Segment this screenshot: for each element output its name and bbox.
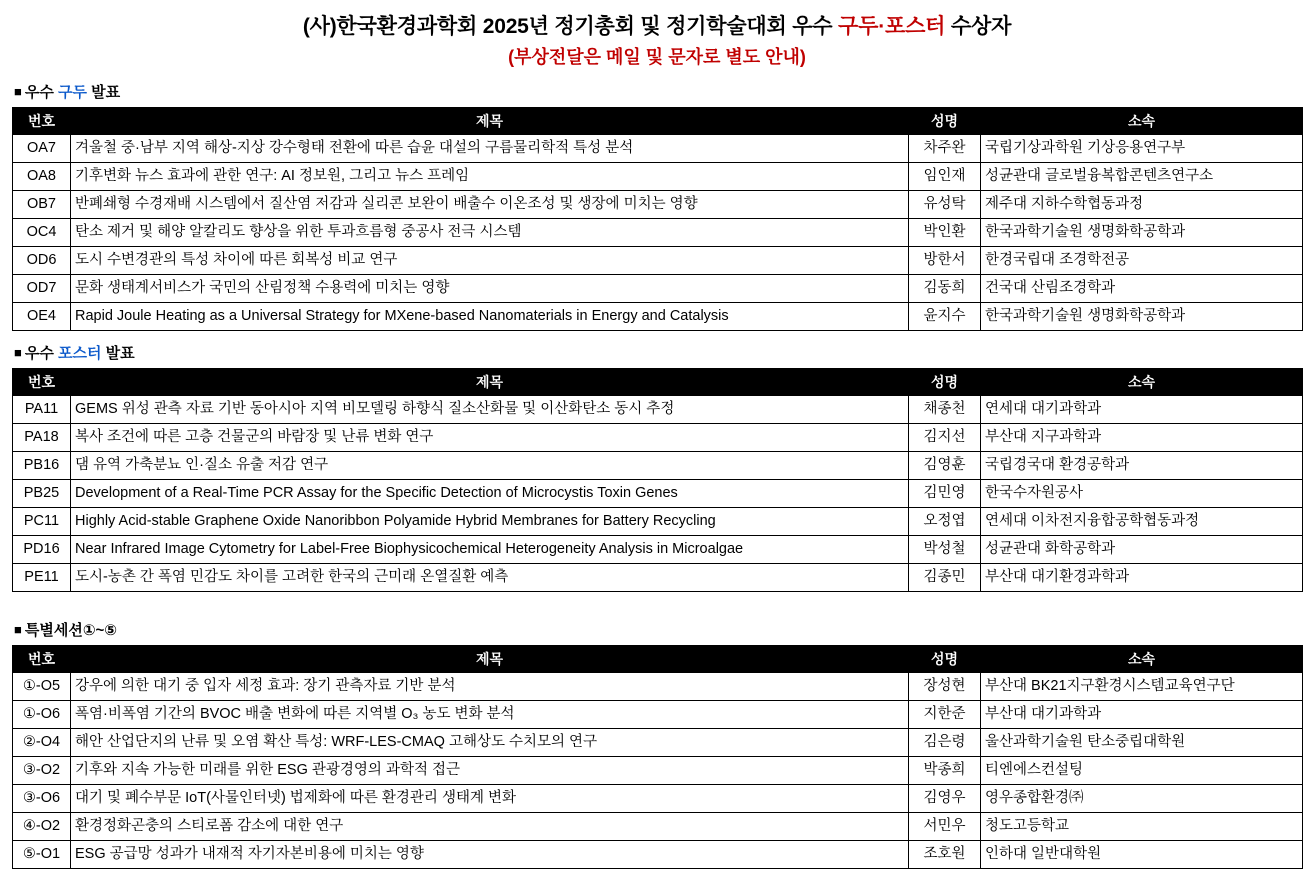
cell-number: ⑤-O1 (13, 841, 71, 869)
cell-affiliation: 건국대 산림조경학과 (981, 275, 1303, 303)
section-heading-poster-pre: 우수 (24, 345, 59, 362)
cell-name: 김동희 (909, 275, 981, 303)
table-row (13, 785, 1303, 813)
cell-name: 박성철 (909, 536, 981, 564)
cell-title: 탄소 제거 및 해양 알칼리도 향상을 위한 투과흐름형 중공사 전극 시스템 (71, 219, 909, 247)
cell-name: 박인환 (909, 219, 981, 247)
cell-title: 반폐쇄형 수경재배 시스템에서 질산염 저감과 실리콘 보완이 배출수 이온조성 및 생장에 미치는 영향 (71, 191, 909, 219)
cell-title: 문화 생태계서비스가 국민의 산림정책 수용력에 미치는 영향 (71, 275, 909, 303)
title-line-2: (부상전달은 메일 및 문자로 별도 안내) (508, 47, 806, 67)
cell-affiliation: 성균관대 화학공학과 (981, 536, 1303, 564)
cell-name: 조호원 (909, 841, 981, 869)
section-heading-oral-post: 발표 (87, 84, 121, 101)
bullet-square-icon: ■ (14, 345, 22, 360)
section-heading-poster (14, 343, 1302, 364)
cell-affiliation: 부산대 대기환경과학과 (981, 564, 1303, 592)
column-header-title: 제목 (71, 646, 909, 673)
table-row (13, 452, 1303, 480)
cell-title: 도시-농촌 간 폭염 민감도 차이를 고려한 한국의 근미래 온열질환 예측 (71, 564, 909, 592)
cell-number: PE11 (13, 564, 71, 592)
cell-title: 해안 산업단지의 난류 및 오염 확산 특성: WRF-LES-CMAQ 고해상도 수치모의 연구 (71, 729, 909, 757)
section-heading-oral-accent: 구두 (58, 84, 87, 101)
table-poster-awards (12, 368, 1303, 592)
title-line-1-pre: (사)한국환경과학회 2025년 정기총회 및 정기학술대회 우수 (302, 15, 839, 38)
section-heading-poster-accent: 포스터 (58, 345, 102, 362)
cell-affiliation: 인하대 일반대학원 (981, 841, 1303, 869)
table-row (13, 303, 1303, 331)
bullet-square-icon: ■ (14, 84, 22, 99)
cell-number: ③-O2 (13, 757, 71, 785)
title-line-1 (12, 12, 1302, 42)
column-header-number: 번호 (13, 369, 71, 396)
cell-title: Near Infrared Image Cytometry for Label-Free Biophysicochemical Heterogeneity Analysis in Microalgae (71, 536, 909, 564)
cell-affiliation: 울산과학기술원 탄소중립대학원 (981, 729, 1303, 757)
cell-name: 김지선 (909, 424, 981, 452)
table-row (13, 191, 1303, 219)
column-header-affiliation: 소속 (981, 108, 1303, 135)
table-row (13, 247, 1303, 275)
cell-name: 유성탁 (909, 191, 981, 219)
table-row (13, 219, 1303, 247)
table-row (13, 564, 1303, 592)
table-row (13, 673, 1303, 701)
cell-title: Rapid Joule Heating as a Universal Strategy for MXene-based Nanomaterials in Energy and Catalysis (71, 303, 909, 331)
cell-affiliation: 한경국립대 조경학전공 (981, 247, 1303, 275)
column-header-title: 제목 (71, 108, 909, 135)
cell-number: ①-O6 (13, 701, 71, 729)
cell-title: 강우에 의한 대기 중 입자 세정 효과: 장기 관측자료 기반 분석 (71, 673, 909, 701)
cell-title: 폭염·비폭염 기간의 BVOC 배출 변화에 따른 지역별 O₃ 농도 변화 분석 (71, 701, 909, 729)
cell-title: 기후와 지속 가능한 미래를 위한 ESG 관광경영의 과학적 접근 (71, 757, 909, 785)
cell-number: PA11 (13, 396, 71, 424)
column-header-affiliation: 소속 (981, 369, 1303, 396)
cell-affiliation: 부산대 지구과학과 (981, 424, 1303, 452)
cell-affiliation: 한국수자원공사 (981, 480, 1303, 508)
cell-name: 김영훈 (909, 452, 981, 480)
table-row (13, 396, 1303, 424)
cell-number: OD6 (13, 247, 71, 275)
section-heading-oral (14, 82, 1302, 103)
table-header-row (13, 369, 1303, 396)
document-title (12, 12, 1302, 70)
cell-title: ESG 공급망 성과가 내재적 자기자본비용에 미치는 영향 (71, 841, 909, 869)
cell-name: 김민영 (909, 480, 981, 508)
column-header-name: 성명 (909, 646, 981, 673)
cell-name: 김영우 (909, 785, 981, 813)
section-heading-special (14, 620, 1302, 641)
table-row (13, 701, 1303, 729)
cell-title: 대기 및 폐수부문 IoT(사물인터넷) 법제화에 따른 환경관리 생태계 변화 (71, 785, 909, 813)
cell-name: 박종희 (909, 757, 981, 785)
cell-number: OA7 (13, 135, 71, 163)
table-row (13, 813, 1303, 841)
table-special-sessions (12, 645, 1303, 869)
cell-name: 서민우 (909, 813, 981, 841)
cell-number: PB16 (13, 452, 71, 480)
cell-name: 오정엽 (909, 508, 981, 536)
cell-affiliation: 티엔에스컨설팅 (981, 757, 1303, 785)
table-row (13, 480, 1303, 508)
cell-number: PA18 (13, 424, 71, 452)
table-header-row (13, 108, 1303, 135)
cell-number: OA8 (13, 163, 71, 191)
cell-affiliation: 연세대 대기과학과 (981, 396, 1303, 424)
cell-name: 채종천 (909, 396, 981, 424)
cell-number: OC4 (13, 219, 71, 247)
table-row (13, 841, 1303, 869)
title-line-1-post: 수상자 (945, 15, 1012, 38)
cell-title: 댐 유역 가축분뇨 인·질소 유출 저감 연구 (71, 452, 909, 480)
cell-affiliation: 국립기상과학원 기상응용연구부 (981, 135, 1303, 163)
cell-name: 지한준 (909, 701, 981, 729)
cell-number: PB25 (13, 480, 71, 508)
section-spacer (12, 592, 1302, 608)
cell-title: Highly Acid-stable Graphene Oxide Nanoribbon Polyamide Hybrid Membranes for Battery Recycling (71, 508, 909, 536)
column-header-number: 번호 (13, 108, 71, 135)
section-heading-poster-post: 발표 (101, 345, 135, 362)
column-header-affiliation: 소속 (981, 646, 1303, 673)
column-header-name: 성명 (909, 108, 981, 135)
bullet-square-icon: ■ (14, 622, 22, 637)
table-row (13, 508, 1303, 536)
table-row (13, 729, 1303, 757)
cell-number: PC11 (13, 508, 71, 536)
table-row (13, 135, 1303, 163)
cell-title: GEMS 위성 관측 자료 기반 동아시아 지역 비모델링 하향식 질소산화물 및 이산화탄소 동시 추정 (71, 396, 909, 424)
column-header-title: 제목 (71, 369, 909, 396)
column-header-number: 번호 (13, 646, 71, 673)
cell-affiliation: 부산대 BK21지구환경시스템교육연구단 (981, 673, 1303, 701)
cell-affiliation: 부산대 대기과학과 (981, 701, 1303, 729)
cell-affiliation: 국립경국대 환경공학과 (981, 452, 1303, 480)
cell-name: 차주완 (909, 135, 981, 163)
cell-affiliation: 연세대 이차전지융합공학협동과정 (981, 508, 1303, 536)
cell-number: ④-O2 (13, 813, 71, 841)
table-row (13, 163, 1303, 191)
cell-number: OE4 (13, 303, 71, 331)
cell-affiliation: 한국과학기술원 생명화학공학과 (981, 219, 1303, 247)
cell-number: OB7 (13, 191, 71, 219)
title-line-1-highlight: 구두·포스터 (838, 15, 946, 38)
cell-affiliation: 청도고등학교 (981, 813, 1303, 841)
cell-name: 임인재 (909, 163, 981, 191)
cell-title: 복사 조건에 따른 고층 건물군의 바람장 및 난류 변화 연구 (71, 424, 909, 452)
table-row (13, 275, 1303, 303)
cell-name: 장성현 (909, 673, 981, 701)
cell-name: 방한서 (909, 247, 981, 275)
section-heading-oral-pre: 우수 (24, 84, 59, 101)
cell-title: 도시 수변경관의 특성 차이에 따른 회복성 비교 연구 (71, 247, 909, 275)
section-heading-special-text: 특별세션①~⑤ (24, 622, 117, 639)
cell-name: 윤지수 (909, 303, 981, 331)
cell-number: ②-O4 (13, 729, 71, 757)
cell-number: ③-O6 (13, 785, 71, 813)
cell-affiliation: 영우종합환경㈜ (981, 785, 1303, 813)
column-header-name: 성명 (909, 369, 981, 396)
cell-number: ①-O5 (13, 673, 71, 701)
table-row (13, 536, 1303, 564)
cell-name: 김은령 (909, 729, 981, 757)
cell-title: 겨울철 중·남부 지역 해상-지상 강수형태 전환에 따른 습윤 대설의 구름물리학적 특성 분석 (71, 135, 909, 163)
cell-title: Development of a Real-Time PCR Assay for the Specific Detection of Microcystis Toxin Genes (71, 480, 909, 508)
cell-number: PD16 (13, 536, 71, 564)
cell-title: 기후변화 뉴스 효과에 관한 연구: AI 정보원, 그리고 뉴스 프레임 (71, 163, 909, 191)
cell-affiliation: 제주대 지하수학협동과정 (981, 191, 1303, 219)
cell-number: OD7 (13, 275, 71, 303)
cell-name: 김종민 (909, 564, 981, 592)
table-row (13, 757, 1303, 785)
cell-title: 환경정화곤충의 스티로폼 감소에 대한 연구 (71, 813, 909, 841)
table-header-row (13, 646, 1303, 673)
cell-affiliation: 한국과학기술원 생명화학공학과 (981, 303, 1303, 331)
table-row (13, 424, 1303, 452)
table-oral-awards (12, 107, 1303, 331)
cell-affiliation: 성균관대 글로벌융복합콘텐츠연구소 (981, 163, 1303, 191)
